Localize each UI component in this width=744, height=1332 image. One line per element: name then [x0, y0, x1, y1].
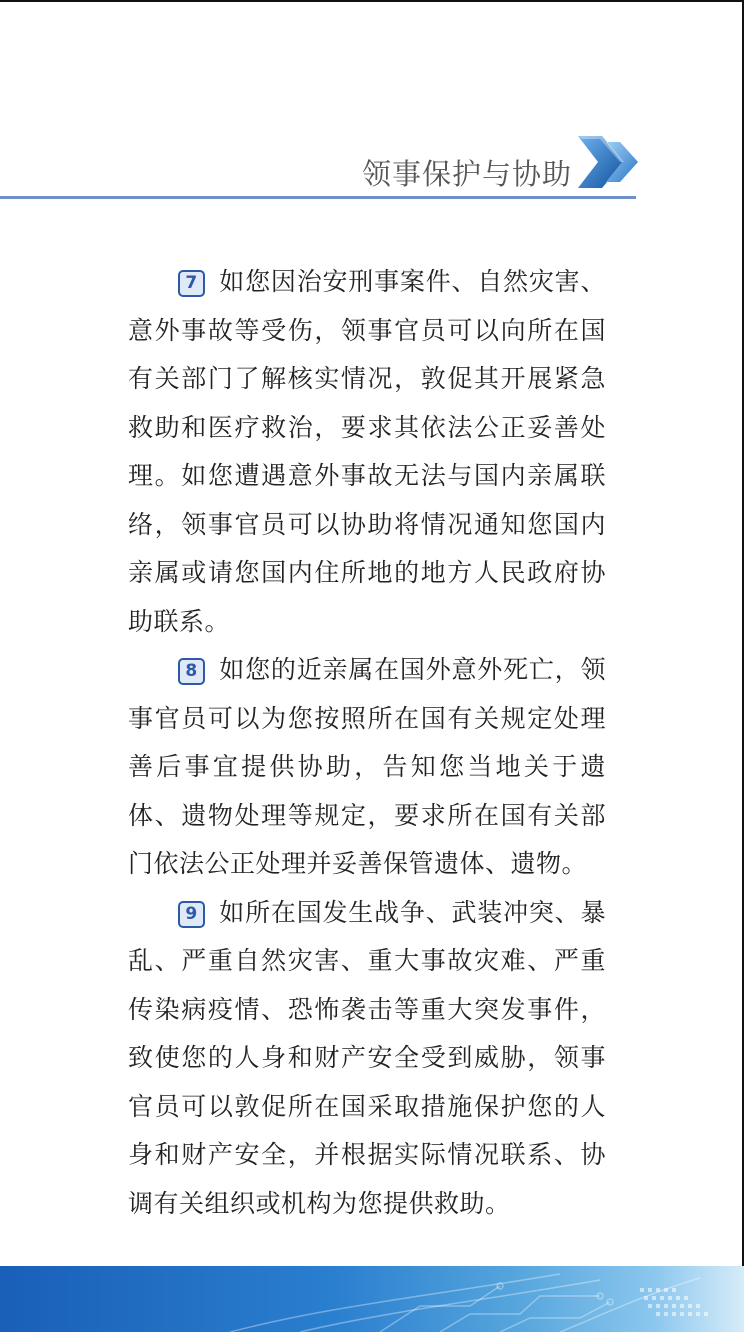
header-divider — [0, 196, 636, 199]
item-number-badge: 8 — [178, 658, 205, 685]
paragraph-text: 如所在国发生战争、武装冲突、暴乱、严重自然灾害、重大事故灾难、严重传染病疫情、恐怖袭击等重大突发事件，致使您的人身和财产安全受到威胁，领事官员可以敦促所在国采取措施保护您的人身和财产安全，并根据实际情况联系、协调有关组织或机构为您提供救助。 — [128, 897, 606, 1218]
page-border-top — [0, 0, 744, 2]
item-number-badge: 9 — [178, 901, 205, 928]
footer-banner — [0, 1266, 744, 1332]
circuit-pattern-decoration — [0, 1266, 744, 1332]
item-number-badge: 7 — [178, 270, 205, 297]
double-chevron-right-icon — [576, 132, 646, 192]
paragraph-9 — [128, 889, 606, 1229]
paragraph-7 — [128, 258, 606, 646]
paragraph-8 — [128, 646, 606, 889]
paragraph-text: 如您的近亲属在国外意外死亡，领事官员可以为您按照所在国有关规定处理善后事宜提供协助，告知您当地关于遗体、遗物处理等规定，要求所在国有关部门依法公正处理并妥善保管遗体、遗物。 — [128, 655, 606, 878]
article-body — [128, 258, 606, 1228]
section-header — [0, 128, 650, 208]
paragraph-text: 如您因治安刑事案件、自然灾害、意外事故等受伤，领事官员可以向所在国有关部门了解核实情况，敦促其开展紧急救助和医疗救治，要求其依法公正妥善处理。如您遭遇意外事故无法与国内亲属联络，领事官员可以协助将情况通知您国内亲属或请您国内住所地的地方人民政府协助联系。 — [128, 267, 606, 636]
section-title: 领事保护与协助 — [361, 157, 572, 191]
